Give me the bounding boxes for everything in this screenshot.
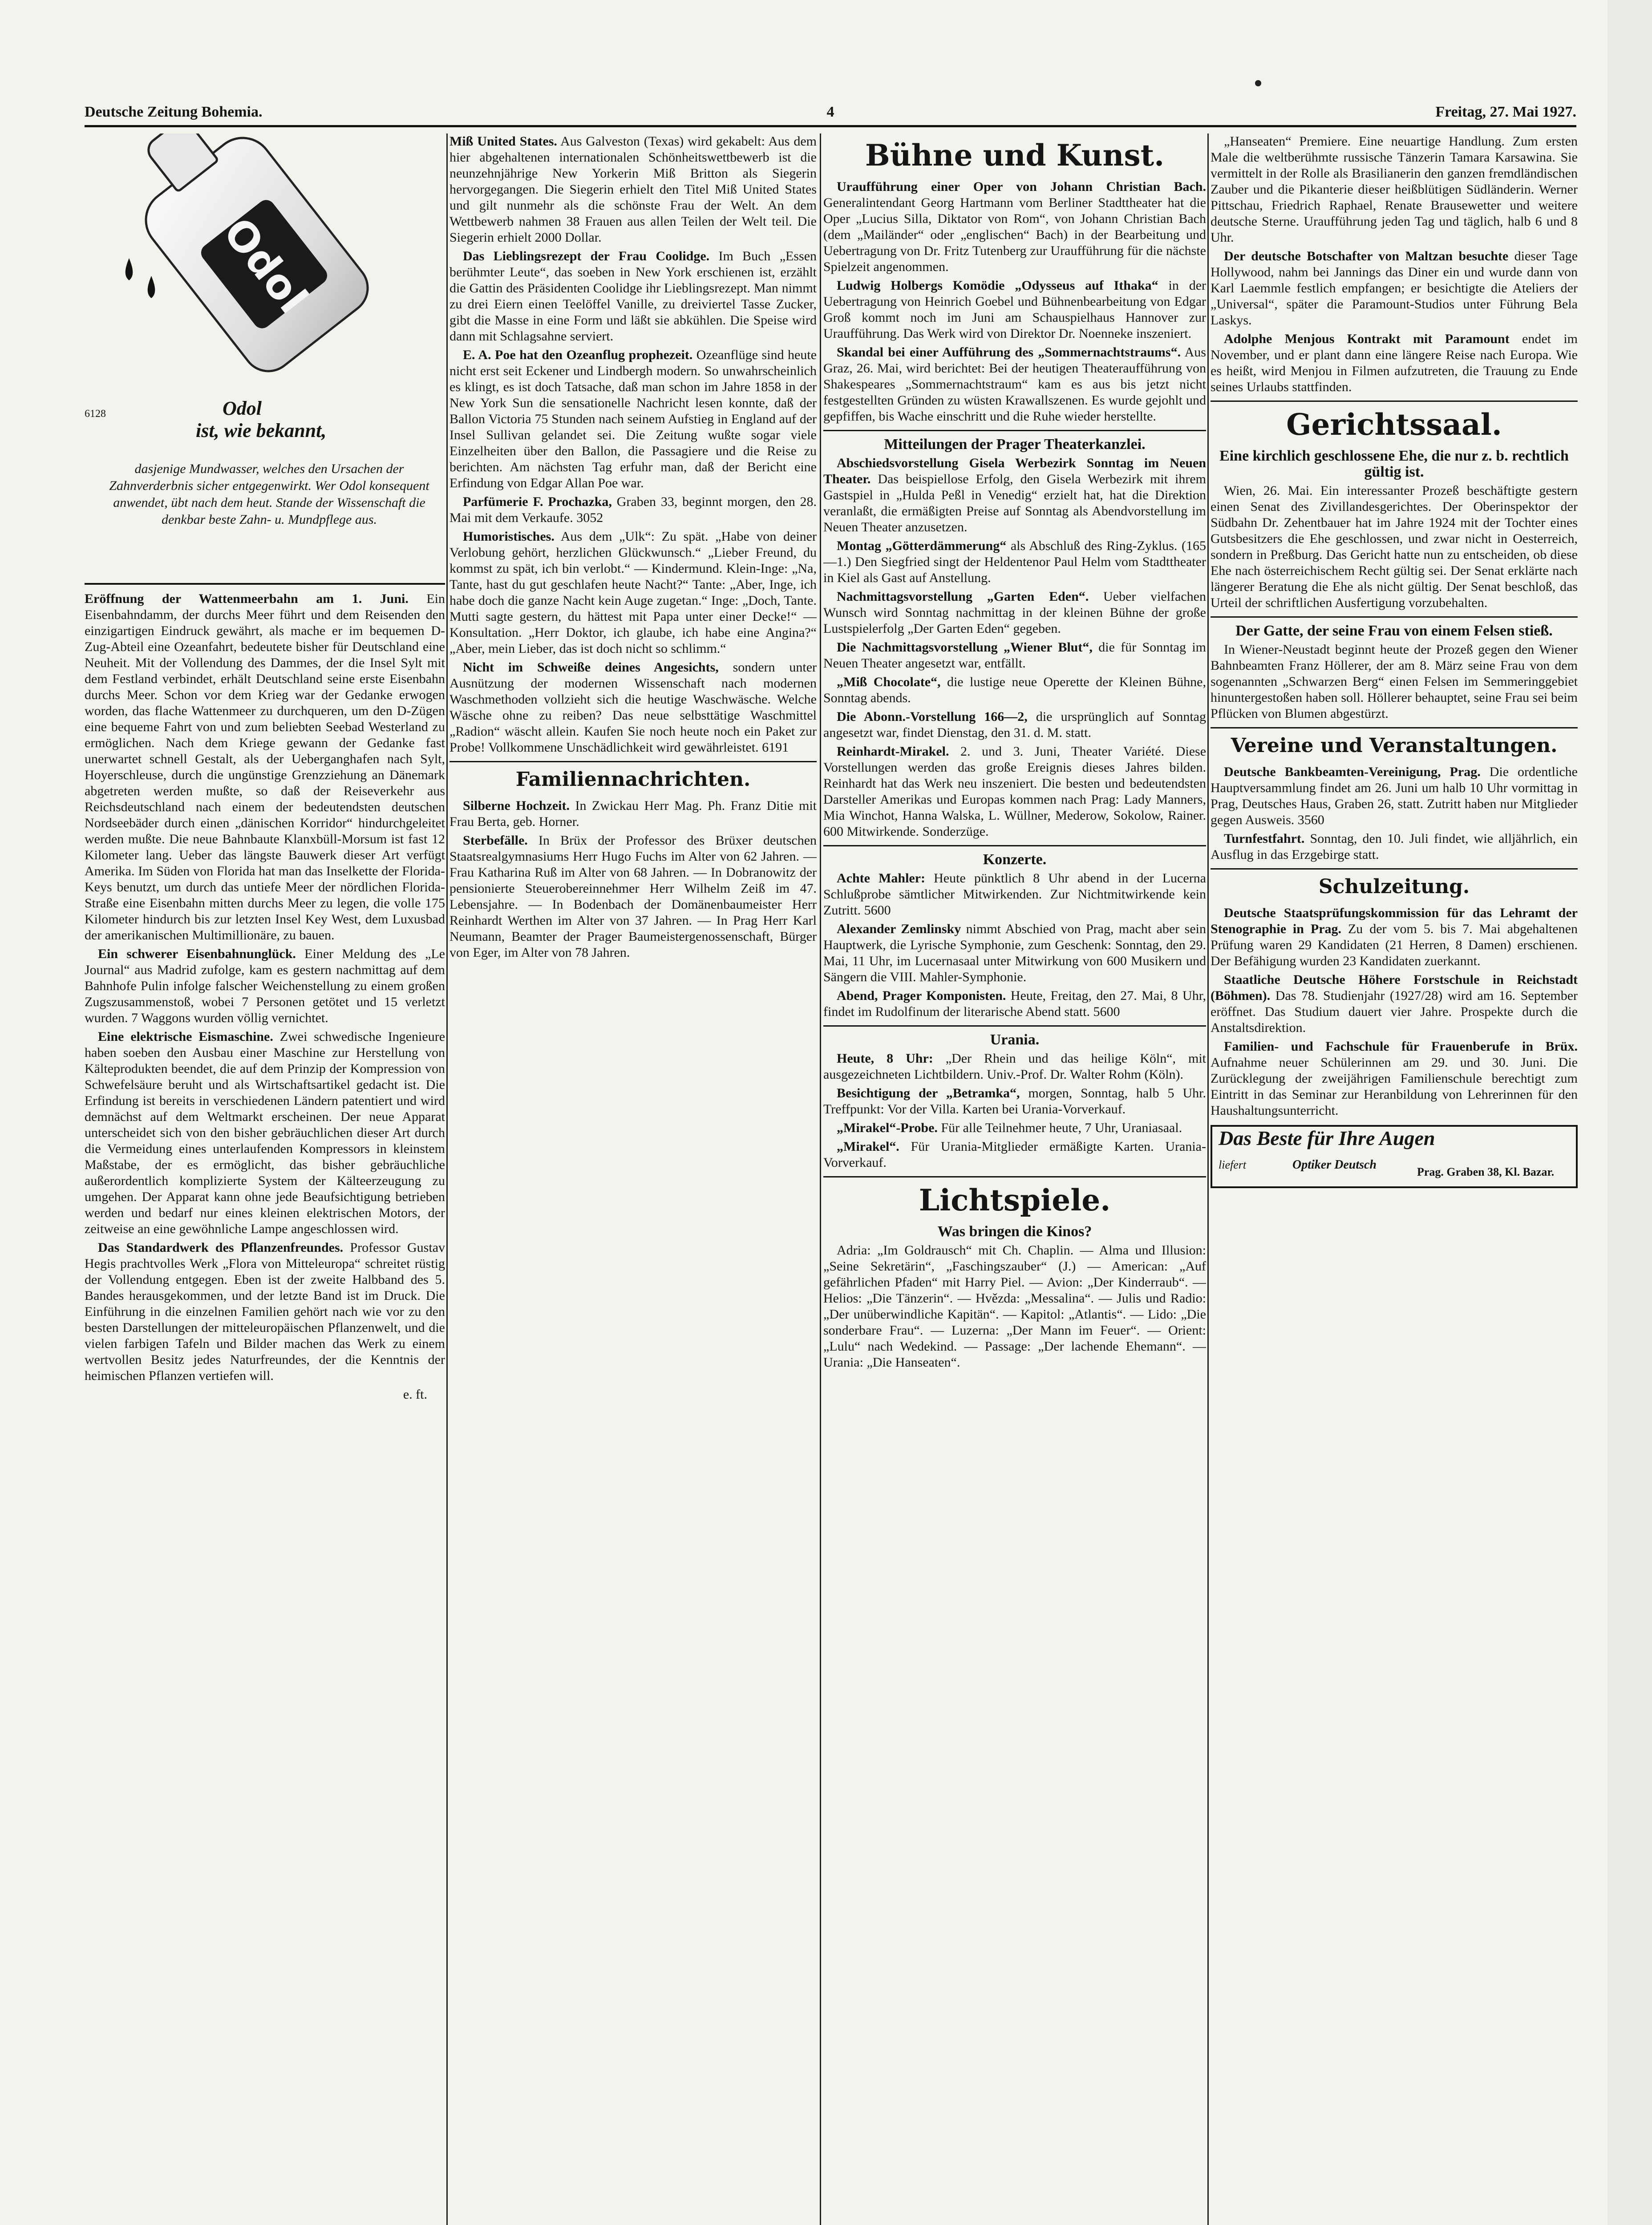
article: Turnfestfahrt. Sonntag, den 10. Juli findet, wie alljährlich, ein Ausflug in das Erzgebirge statt. (1211, 831, 1578, 862)
ad-number: 6128 (85, 408, 106, 420)
issue-date: Freitag, 27. Mai 1927. (1435, 104, 1576, 120)
article: Achte Mahler: Heute pünktlich 8 Uhr abend in der Lucerna Schlußprobe sämtlicher Mitwirkenden. Zur Nichtmitwirkende kein Zutritt. 5600 (823, 871, 1206, 918)
article: E. A. Poe hat den Ozeanflug prophezeit. Ozeanflüge sind heute nicht erst seit Eckener und Lindbergh modern. So unwahrscheinlich es klingt, es ist doch Tatsache, daß man schon im Jahre 1858 in der New York Sun die sensationelle Nachricht lesen konnte, daß der Ballon Victoria 75 Stunden nach seinem Aufstieg in England auf der Insel Sullivan gelandet sei. Die Zeitung wußte sogar viele Einzelheiten über den Ballon, die Passagiere und die Reise zu berichten. Am nächsten Tag erfuhr man, daß der Bericht eine Erfindung von Edgar Allan Poe war. (449, 348, 817, 490)
article: Staatliche Deutsche Höhere Forstschule in Reichstadt (Böhmen). Das 78. Studienjahr (1927/28) wird am 16. September eröffnet. Das Studium dauert vier Jahre. Prospekte durch die Anstaltsdirektion. (1211, 972, 1578, 1035)
section-divider (449, 761, 817, 762)
author-initials: e. ft. (403, 1387, 427, 1402)
subsection-heading: Was bringen die Kinos? (937, 1223, 1092, 1240)
article: Uraufführung einer Oper von Johann Christian Bach. Generalintendant Georg Hartmann vom Berliner Stadttheater hat die Oper „Lucius Silla, Diktator von Rom“, von Johann Christian Bach (dem „Mailänder“ oder „englischen“ Bach) in der Bearbeitung und Uebertragung von Dr. Fritz Tutenberg zur Uraufführung für die nächste Spielzeit angenommen. (823, 179, 1206, 274)
subsection-heading: Mitteilungen der Prager Theaterkanzlei. (884, 436, 1146, 453)
article: Humoristisches. Aus dem „Ulk“: Zu spät. „Habe von deiner Verlobung gehört, herzlichen Glückwunsch.“ „Lieber Freund, du kommst zu spät, ich bin verlobt.“ — Kindermund. Klein-Inge: „Na, Tante, hast du gut geschlafen heute Nacht?“ Tante: „Aber, Inge, ich habe doch die ganze Nacht kein Auge zugetan.“ Inge: „Doch, Tante. Mutti sagte gestern, du hättest mit Papa unter einer Decke!“ — Konsultation. „Herr Doktor, ich glaube, ich habe eine Angina?“ „Aber, mein Lieber, das ist doch nicht so schlimm.“ (449, 529, 817, 656)
bottle-label: Odol (198, 196, 331, 332)
section-divider (1211, 868, 1578, 870)
scan-edge (1607, 0, 1652, 2225)
column-rule (820, 134, 821, 2225)
section-heading: Schulzeitung. (1318, 875, 1470, 898)
odol-advertisement (85, 134, 445, 585)
article: Abschiedsvorstellung Gisela Werbezirk Sonntag im Neuen Theater. Das beispiellose Erfolg, den Gisela Werbezirk mit ihrem Gastspiel in „Hulda Peßl in Venedig“ erzielt hat, hat die Direktion veranlaßt, die ermäßigten Preise auf Sonntag als Abendvorstellung im Neuen Theater anzusetzen. (823, 456, 1206, 534)
article: Skandal bei einer Aufführung des „Sommernachtstraums“. Aus Graz, 26. Mai, wird berichtet: Bei der heutigen Theateraufführung von Shakespeares „Sommernachtstraum“ kam es aus bis jetzt nicht festgestellten Gründen zu wüsten Krawallszenen. Es wurde gejohlt und gepfiffen, bis Wache einschritt und die Ruhe wieder herstellte. (823, 345, 1206, 424)
article: Eröffnung der Wattenmeerbahn am 1. Juni. Ein Eisenbahndamm, der durchs Meer führt und dem Reisenden den einzigartigen Eindruck gewährt, als mache er im bequemen D-Zug-Abteil eine Ozeanfahrt, bedeutete bisher für Deutschland eine Neuheit. Mit der Vollendung des Dammes, der die Insel Sylt mit dem Festland verbindet, erhält Deutschland seine erste Eisenbahn durchs Meer. Schon vor dem Krieg war der Gedanke erwogen worden, das flache Wattenmeer zu durchqueren, um den D-Zügen eine bequeme Fahrt von und zum beliebten Seebad Westerland zu ermöglichen. Nach dem Kriege gewann der Gedanke fast unerwartet schnell Gestalt, als der Ueberganghafen nach Sylt, Hoyerschleuse, durch die ungünstige Grenzziehung an Dänemark abgetreten werden mußte, so daß der Reiseverkehr aus Reichsdeutschland nach einem der bedeutendsten deutschen Nordseebäder durch einen „dänischen Korridor“ hindurchgeleitet werden mußte. Die neue Bahnbaute Klanxbüll-Morsum ist fast 12 Kilometer lang. Ueber das längste Bauwerk dieser Art verfügt Amerika. Im Süden von Florida hat man das Inselkette der Florida-Keys benutzt, um durch das untiefe Meer der nördlichen Florida-Straße eine Eisenbahn mitten durchs Meer zu legen, die volle 175 Kilometer hindurch bis zur letzten Insel Key West, dem Luxusbad der amerikanischen Multimillionäre, zu bauen. (85, 591, 445, 943)
article: Das Lieblingsrezept der Frau Coolidge. Im Buch „Essen berühmter Leute“, das soeben in New York erschienen ist, erzählt die Gattin des Präsidenten Coolidge ihr Lieblingsrezept. Man nimmt zu drei Eiern einen Teelöffel Vanille, zu dreiviertel Tasse Zucker, gibt die Masse in eine Form und läßt sie abkühlen. Die Speise wird dann mit Schlagsahne serviert. (449, 249, 817, 344)
article: Der deutsche Botschafter von Maltzan besuchte dieser Tage Hollywood, nahm bei Jannings das Diner ein und wurde dann von Karl Laemmle festlich empfangen; er besichtigte die Ateliers der „Universal“, später die Paramount-Studios unter Führung Bela Laskys. (1211, 249, 1578, 328)
column-rule (1207, 134, 1209, 2225)
article: Deutsche Staatsprüfungskommission für das Lehramt der Stenographie in Prag. Zu der vom 5. bis 7. Mai abgehaltenen Prüfung waren 29 Kandidaten (21 Herren, 8 Damen) erschienen. Der Befähigung wurden 23 Kandidaten zuerkannt. (1211, 906, 1578, 968)
article: Nicht im Schweiße deines Angesichts, sondern unter Ausnützung der modernen Wissenschaft nach modernen Waschmethoden vollzieht sich die heutige Waschwäsche. Welche Wäsche ohne zu reiben? Das neue selbsttätige Waschmittel „Radion“ wäscht allein. Kaufen Sie noch heute noch ein Paket zur Probe! Vollkommene Unschädlichkeit wird gewährleistet. 6191 (449, 660, 817, 755)
column-rule (446, 134, 448, 2225)
article: „Miß Chocolate“, die lustige neue Operette der Kleinen Bühne, Sonntag abends. (823, 675, 1206, 705)
article: Miß United States. Aus Galveston (Texas) wird gekabelt: Aus dem hier abgehaltenen internationalen Schönheitswettbewerb ist die neunzehnjährige New Yorkerin Miß Britton als Siegerin hervorgegangen. Die Siegerin erhielt den Titel Miß United States und gilt nunmehr als die schönste Frau der Welt. An dem Wettbewerb nahmen 38 Frauen aus allen Teilen der Welt teil. Die Siegerin erhielt 2000 Dollar. (449, 134, 817, 245)
section-heading: Vereine und Veranstaltungen. (1231, 734, 1558, 757)
section-divider (1211, 400, 1578, 402)
article: Ludwig Holbergs Komödie „Odysseus auf Ithaka“ in der Uebertragung von Heinrich Goebel und Bühnenbearbeitung von Edgar Groß kommt noch im Juni am Schauspielhaus Hannover zur Uraufführung. Das Werk wird von Direktor Dr. Noenneke inszeniert. (823, 278, 1206, 341)
article: Wien, 26. Mai. Ein interessanter Prozeß beschäftigte gestern einen Senat des Zivillandesgerichtes. Der Oberinspektor der Südbahn Dr. Zehentbauer hat im Jahre 1924 mit der Tochter eines Gutsbesitzers die Ehe geschlossen, und zwar nicht in Oesterreich, sondern in Preßburg. Das Gericht hatte nun zu entscheiden, ob diese Ehe nach österreichischem Recht gültig sei. Der Senat erklärte nach längerer Beratung die Ehe als nicht gültig. Der Senat beschloß, das Urteil der schriftlichen Ausfertigung vorzubehalten. (1211, 483, 1578, 610)
section-divider (823, 430, 1206, 431)
ad-title: Odol (223, 397, 262, 419)
article: Das Standardwerk des Pflanzenfreundes. Professor Gustav Hegis prachtvolles Werk „Flora von Mitteleuropa“ schreitet rüstig der Vollendung entgegen. Eben ist der zweite Halbband des 5. Bandes herausgekommen, und der letzte Band ist im Druck. Die Einführung in die einzelnen Familien gehört nach wie vor zu den besten Darstellungen der mitteleuropäischen Pflanzenwelt, und die vielen farbigen Tafeln und Bilder machen das Werk zu einem wertvollen Besitz jedes Naturfreundes, der die Kenntnis der heimischen Pflanzen vertiefen will. (85, 1240, 445, 1383)
article: In Wiener-Neustadt beginnt heute der Prozeß gegen den Wiener Bahnbeamten Franz Höllerer, der am 8. März seine Frau von dem sogenannten „Schwarzen Berg“ einen Felsen im Semmeringgebiet hinuntergestoßen haben soll. Höllerer behauptet, seine Frau sei beim Pflücken von Blumen abgestürzt. (1211, 642, 1578, 721)
article: Reinhardt-Mirakel. 2. und 3. Juni, Theater Variété. Diese Vorstellungen werden das große Ereignis dieses Jahres bilden. Reinhardt hat das Werk neu inszeniert. Die besten und bedeutendsten Darsteller Amerikas und Europas kommen nach Prag: Lady Manners, Mia Winchot, Hanna Walska, L. Wüllner, Mederow, Sokolow, Rainer. 600 Mitwirkende. Sonderzüge. (823, 744, 1206, 839)
article: „Mirakel“-Probe. Für alle Teilnehmer heute, 7 Uhr, Uraniasaal. (837, 1121, 1182, 1135)
ad-address: Prag. Graben 38, Kl. Bazar. (1417, 1165, 1555, 1178)
optician-advertisement (1211, 1125, 1578, 1188)
article: Nachmittagsvorstellung „Garten Eden“. Ueber vielfachen Wunsch wird Sonntag nachmittag in der kleinen Bühne der große Lustspielerfolg „Der Garten Eden“ gegeben. (823, 589, 1206, 636)
section-heading: Bühne und Kunst. (865, 138, 1165, 173)
subsection-heading: Urania. (990, 1032, 1040, 1048)
column-1 (85, 134, 445, 2225)
ad-text: dasjenige Mundwasser, welches den Ursachen der Zahnverderbnis sicher entgegenwirkt. Wer Odol konsequent anwendet, übt nach dem heut. Stande der Wissenschaft die denkbar beste Zahn- u. Mundpflege aus. (109, 461, 429, 527)
article: Montag „Götterdämmerung“ als Abschluß des Ring-Zyklus. (165—1.) Den Siegfried singt der Heldentenor Paul Helm vom Stadttheater in Kiel als Gast auf Anstellung. (823, 538, 1206, 585)
article: „Hanseaten“ Premiere. Eine neuartige Handlung. Zum ersten Male die weltberühmte russische Tänzerin Tamara Karsawina. Sie vermittelt in der Rolle als Brasilianerin den ganzen fremdländischen Zauber und die Pikanterie dieser heißblütigen Südländerin. Werner Pittschau, Friedrich Raphael, Renate Brausewetter und weitere deutsche Sterne. Uraufführung jeden Tag und täglich, halb 6 und 8 Uhr. (1211, 134, 1578, 245)
subsection-heading: Eine kirchlich geschlossene Ehe, die nur z. b. rechtlich gültig ist. (1219, 448, 1569, 480)
masthead (85, 100, 1576, 127)
column-2 (449, 134, 817, 2225)
droplets-icon (116, 249, 182, 316)
article: Sterbefälle. In Brüx der Professor des Brüxer deutschen Staatsrealgymnasiums Herr Hugo Fuchs im Alter von 62 Jahren. — Frau Katharina Ruß im Alter von 68 Jahren. — In Dobranowitz der pensionierte Steuerobereinnehmer Herr Wilhelm Zeiß im 47. Lebensjahre. — In Bodenbach der Domänenbaumeister Herr Reinhardt Werthen im Alter von 37 Jahren. — In Prag Herr Karl Neumann, Beamter der Prager Baumeistergenossenschaft, Bürger von Eger, im Alter von 78 Jahren. (449, 833, 817, 960)
article: Ein schwerer Eisenbahnunglück. Einer Meldung des „Le Journal“ aus Madrid zufolge, kam es gestern nachmittag auf dem Bahnhofe Pulin infolge falscher Weichenstellung zu einem großen Zugszusammenstoß, wobei 7 Personen getötet und 15 verletzt wurden. 7 Waggons wurden völlig vernichtet. (85, 947, 445, 1025)
article: „Mirakel“. Für Urania-Mitglieder ermäßigte Karten. Urania-Vorverkauf. (823, 1139, 1206, 1170)
section-divider (823, 1025, 1206, 1027)
article: Familien- und Fachschule für Frauenberufe in Brüx. Aufnahme neuer Schülerinnen am 29. und 30. Juni. Die Zurücklegung der zweijährigen Familienschule berechtigt zum Eintritt in das Seminar zur Heranbildung von Lehrerinnen für den Haushaltungsunterricht. (1211, 1039, 1578, 1118)
section-divider (823, 1176, 1206, 1177)
article: Silberne Hochzeit. In Zwickau Herr Mag. Ph. Franz Ditie mit Frau Berta, geb. Horner. (449, 798, 817, 829)
section-heading: Gerichtssaal. (1286, 407, 1502, 442)
article: Abend, Prager Komponisten. Heute, Freitag, den 27. Mai, 8 Uhr, findet im Rudolfinum der literarische Abend statt. 5600 (823, 988, 1206, 1019)
article: Adolphe Menjous Kontrakt mit Paramount endet im November, und er plant dann eine längere Reise nach Europa. Wie es heißt, wird Menjou in Filmen aufzutreten, die Trauung zu Ende seines Urlaubs stattfinden. (1211, 332, 1578, 394)
article: Parfümerie F. Prochazka, Graben 33, beginnt morgen, den 28. Mai mit dem Verkaufe. 3052 (449, 494, 817, 525)
ad-subtitle: ist, wie bekannt, (196, 420, 327, 441)
article: Heute, 8 Uhr: „Der Rhein und das heilige Köln“, mit ausgezeichneten Lichtbildern. Univ.-Prof. Dr. Walter Rohm (Köln). (823, 1051, 1206, 1082)
section-divider (1211, 616, 1578, 618)
bottle-neck (142, 134, 220, 193)
subsection-heading: Der Gatte, der seine Frau von einem Felsen stieß. (1235, 623, 1553, 639)
newspaper-name: Deutsche Zeitung Bohemia. (85, 104, 263, 120)
column-3 (823, 134, 1206, 2225)
ad-prefix: liefert (1219, 1158, 1247, 1171)
article: Adria: „Im Goldrausch“ mit Ch. Chaplin. — Alma und Illusion: „Seine Sekretärin“, „Faschingszauber“ (J.) — American: „Auf gefährlichen Pfaden“ mit Harry Piel. — Avion: „Der Kinderraub“. — Helios: „Die Tänzerin“. — Hvězda: „Messalina“. — Julis und Radio: „Der unüberwindliche Kapitän“. — Kapitol: „Atlantis“. — Lido: „Die sonderbare Frau“. — Luzerna: „Der Mann im Feuer“. — Orient: „Lulu“ nach Wedekind. — Passage: „Der lachende Ehemann“. — Urania: „Die Hanseaten“. (823, 1243, 1206, 1370)
article: Eine elektrische Eismaschine. Zwei schwedische Ingenieure haben soeben den Ausbau einer Maschine zur Herstellung von Kälteprodukten beendet, die auf dem Prinzip der Kompression von Schwefelsäure beruht und als Wirtschaftsartikel gedacht ist. Die Erfindung ist bereits in verschiedenen Ländern patentiert und wird demnächst auf dem Weltmarkt erscheinen. Der neue Apparat unterscheidet sich von den bisher gebräuchlichen dieser Art durch die Vermeidung eines unterlaufenden Kompressors in kleinstem Maßstabe, der es ermöglicht, das bisher gebräuchliche außerordentlich komplizierte System der Kälteerzeugung zu umgehen. Der Apparat kann ohne jede Beaufsichtigung betrieben werden und bedarf nur eines kleinen elektrischen Motors, der zeitweise an eine gewöhnliche Lampe angeschlossen wird. (85, 1029, 445, 1236)
article: Alexander Zemlinsky nimmt Abschied von Prag, macht aber sein Hauptwerk, die Lyrische Symphonie, zum Geschenk: Sonntag, den 29. Mai, 11 Uhr, im Lucernasaal unter Mitwirkung von 600 Musikern und Sängern die VIII. Mahler-Symphonie. (823, 922, 1206, 984)
ad-headline: Das Beste für Ihre Augen (1219, 1127, 1435, 1149)
subsection-heading: Konzerte. (983, 851, 1047, 868)
article: Die Nachmittagsvorstellung „Wiener Blut“, die für Sonntag im Neuen Theater angesetzt war, entfällt. (823, 640, 1206, 671)
article: Besichtigung der „Betramka“, morgen, Sonntag, halb 5 Uhr. Treffpunkt: Vor der Villa. Karten bei Urania-Vorverkauf. (823, 1086, 1206, 1117)
section-divider (823, 845, 1206, 846)
page-number: 4 (826, 104, 834, 120)
section-heading: Lichtspiele. (919, 1183, 1111, 1218)
ink-spot (1255, 80, 1261, 86)
column-4 (1211, 134, 1578, 2225)
article: Die Abonn.-Vorstellung 166—2, die ursprünglich auf Sonntag angesetzt war, findet Dienstag, den 31. d. M. statt. (823, 709, 1206, 740)
section-divider (1211, 727, 1578, 728)
article: Deutsche Bankbeamten-Vereinigung, Prag. Die ordentliche Hauptversammlung findet am 26. Juni um halb 10 Uhr vormittag in Prag, Deutsches Haus, Graben 26, statt. Zutritt haben nur Mitglieder gegen Ausweis. 3560 (1211, 765, 1578, 827)
section-heading: Familiennachrichten. (515, 768, 751, 791)
ad-company: Optiker Deutsch (1292, 1158, 1377, 1172)
